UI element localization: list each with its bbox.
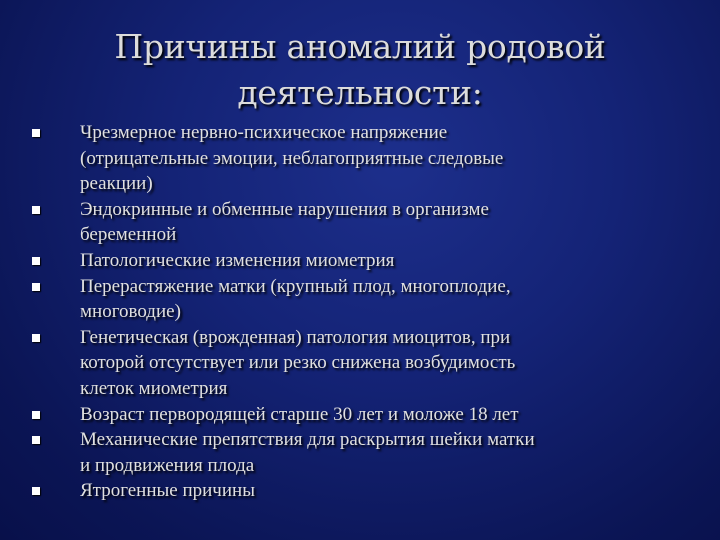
bullet-text-line: Возраст первородящей старше 30 лет и моложе 18 лет: [80, 403, 519, 425]
bullet-text-line: Эндокринные и обменные нарушения в организме: [80, 198, 489, 220]
bullet-text-line: Патологические изменения миометрия: [80, 249, 395, 271]
bullet-text-line: Генетическая (врожденная) патология миоцитов, при: [80, 326, 511, 348]
bullet-item-endocrine: [30, 197, 700, 248]
slide-title-line: Причины аномалий родовой: [114, 27, 606, 66]
square-bullet-icon: [32, 283, 40, 291]
bullet-text-line: беременной: [80, 224, 177, 246]
square-bullet-icon: [32, 436, 40, 444]
bullet-text-line: и продвижения плода: [80, 454, 255, 476]
bullet-item-age: [30, 402, 700, 428]
bullet-item-mechanical-obstacles: [30, 427, 700, 478]
bullet-item-overdistension: [30, 274, 700, 325]
bullet-item-myometrium-changes: [30, 248, 700, 274]
bullet-text-line: (отрицательные эмоции, неблагоприятные следовые: [80, 147, 504, 169]
bullet-text-line: Перерастяжение матки (крупный плод, многоплодие,: [80, 275, 511, 297]
bullet-text-line: многоводие): [80, 301, 181, 323]
bullet-text-line: которой отсутствует или резко снижена возбудимость: [80, 352, 516, 374]
square-bullet-icon: [32, 487, 40, 495]
square-bullet-icon: [32, 257, 40, 265]
slide-title-line: деятельности:: [237, 73, 483, 112]
bullet-list: [30, 120, 700, 504]
square-bullet-icon: [32, 334, 40, 342]
square-bullet-icon: [32, 411, 40, 419]
square-bullet-icon: [32, 129, 40, 137]
square-bullet-icon: [32, 206, 40, 214]
bullet-item-genetic-pathology: [30, 325, 700, 402]
slide-title: [60, 24, 660, 116]
bullet-item-iatrogenic: [30, 478, 700, 504]
bullet-text-line: клеток миометрия: [80, 377, 228, 399]
bullet-text-line: реакции): [80, 173, 153, 195]
bullet-text-line: Механические препятствия для раскрытия шейки матки: [80, 429, 535, 451]
bullet-item-emotional-stress: [30, 120, 700, 197]
bullet-text-line: Чрезмерное нервно-психическое напряжение: [80, 122, 448, 143]
bullet-text-line: Ятрогенные причины: [80, 480, 255, 502]
